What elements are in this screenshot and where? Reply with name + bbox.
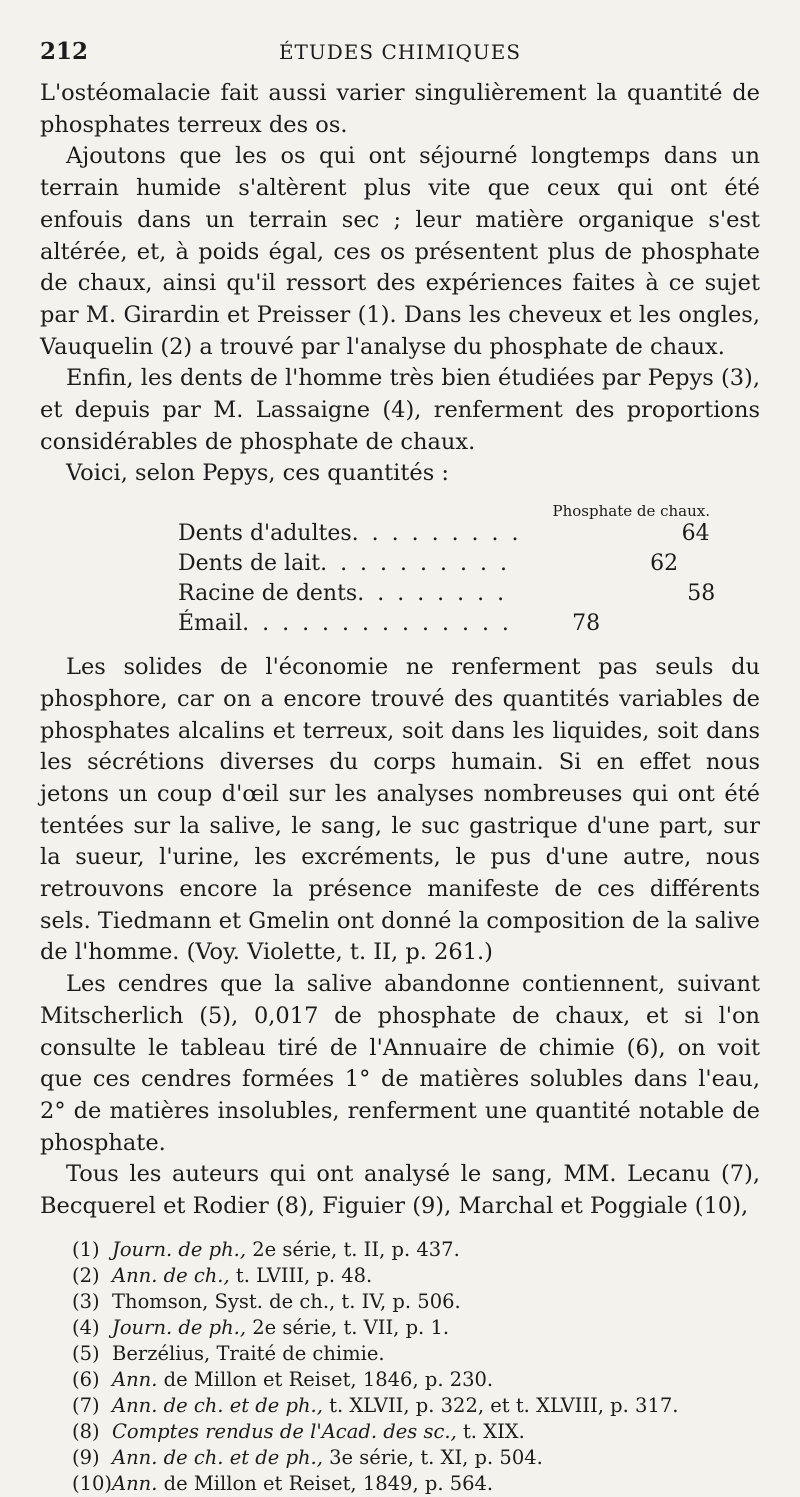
table-row: [40, 518, 760, 548]
row-label: Racine de dents: [178, 581, 358, 607]
footnote-source: Journ. de ph.,: [112, 1237, 247, 1261]
footnote: [72, 1471, 760, 1497]
footnote-source: Ann.: [112, 1367, 158, 1391]
footnote-source: Ann.: [112, 1471, 158, 1495]
footnote-source: Ann. de ch.,: [112, 1263, 230, 1287]
row-label: Dents d'adultes: [178, 521, 352, 547]
footnote-text: t. LVIII, p. 48.: [229, 1263, 373, 1287]
footnotes: [40, 1237, 760, 1497]
row-label: Dents de lait: [178, 551, 321, 577]
footnote-text: 3e série, t. XI, p. 504.: [322, 1445, 543, 1469]
footnote-number: (7): [72, 1393, 100, 1417]
footnote-text: t. XIX.: [456, 1419, 525, 1443]
paragraph: Enfin, les dents de l'homme très bien étudiées par Pepys (3), et depuis par M. Lassaigne (4), renferment des proportions considérables de phosphate de chaux.: [40, 365, 760, 455]
body-text: [40, 78, 760, 1223]
footnote-text: de Millon et Reiset, 1846, p. 230.: [157, 1367, 494, 1391]
footnote-number: (2): [72, 1263, 100, 1287]
footnote-text: t. XLVII, p. 322, et t. XLVIII, p. 317.: [322, 1393, 679, 1417]
footnote-source: Journ. de ph.,: [112, 1315, 247, 1339]
footnote-number: (9): [72, 1445, 100, 1469]
row-value: 64: [681, 521, 710, 547]
table-row: [40, 608, 760, 638]
footnote-text: de Millon et Reiset, 1849, p. 564.: [157, 1471, 494, 1495]
paragraph: Les solides de l'économie ne renferment pas seuls du phosphore, car on a encore trouvé des quantités variables de phosphates alcalins et terreux, soit dans les liquides, soit dans les sécrétions diverses du corps humain. Si en effet nous jetons un coup d'œil sur les analyses nombreuses qui ont été tentées sur la salive, le sang, le suc gastrique d'une part, sur la sueur, l'urine, les excréments, le pus d'une autre, nous retrouvons encore la présence manifeste de ces différents sels. Tiedmann et Gmelin ont donné la composition de la salive de l'homme. (Voy. Violette, t. II, p. 261.): [40, 654, 760, 966]
paragraph: Voici, selon Pepys, ces quantités :: [66, 460, 449, 487]
footnote-source: Ann. de ch. et de ph.,: [112, 1445, 323, 1469]
row-value: 58: [687, 581, 716, 607]
footnote: [72, 1367, 760, 1393]
footnote-number: (5): [72, 1341, 100, 1365]
row-label: Émail: [178, 611, 243, 637]
footnote: [72, 1289, 760, 1315]
footnote: [72, 1341, 760, 1367]
footnote: [72, 1393, 760, 1419]
row-value: 62: [650, 551, 679, 577]
row-leader-dots: . . . . . . . .: [357, 581, 508, 607]
footnote-number: (3): [72, 1289, 100, 1313]
footnote: [72, 1237, 760, 1263]
page-number: 212: [40, 38, 89, 65]
row-leader-dots: . . . . . . . . . . . . . .: [242, 611, 512, 637]
footnote-text: Thomson, Syst. de ch., t. IV, p. 506.: [112, 1289, 461, 1313]
footnote: [72, 1315, 760, 1341]
footnote: [72, 1263, 760, 1289]
footnote-number: (8): [72, 1419, 100, 1443]
paragraph: L'ostéomalacie fait aussi varier singulièrement la quantité de phosphates terreux des os.: [40, 80, 760, 138]
footnote-text: Berzélius, Traité de chimie.: [112, 1341, 385, 1365]
footnote-number: (4): [72, 1315, 100, 1339]
page-header: [40, 38, 760, 78]
row-leader-dots: . . . . . . . . .: [351, 521, 522, 547]
footnote-number: (1): [72, 1237, 100, 1261]
footnote-text: 2e série, t. VII, p. 1.: [246, 1315, 450, 1339]
footnote-number: (10): [72, 1471, 113, 1495]
paragraph: Tous les auteurs qui ont analysé le sang, MM. Lecanu (7), Becquerel et Rodier (8), Figuier (9), Marchal et Poggiale (10),: [40, 1161, 760, 1220]
phosphate-table: [40, 496, 760, 638]
table-row: [40, 548, 760, 578]
paragraph: Les cendres que la salive abandonne contiennent, suivant Mitscherlich (5), 0,017 de phosphate de chaux, et si l'on consulte le tableau tiré de l'Annuaire de chimie (6), on voit que ces cendres formées 1° de matières solubles dans l'eau, 2° de matières insolubles, renferment une quantité notable de phosphate.: [40, 971, 760, 1156]
table-row: [40, 578, 760, 608]
running-title: ÉTUDES CHIMIQUES: [278, 40, 522, 64]
table-column-header: Phosphate de chaux.: [552, 502, 710, 521]
footnote-source: Comptes rendus de l'Acad. des sc.,: [112, 1419, 457, 1443]
row-value: 78: [572, 611, 601, 637]
footnote: [72, 1419, 760, 1445]
footnote-number: (6): [72, 1367, 100, 1391]
footnote: [72, 1445, 760, 1471]
footnote-text: 2e série, t. II, p. 437.: [246, 1237, 460, 1261]
row-leader-dots: . . . . . . . . . .: [320, 551, 510, 577]
paragraph: Ajoutons que les os qui ont séjourné longtemps dans un terrain humide s'altèrent plus vite que ceux qui ont été enfouis dans un terrain sec ; leur matière organique s'est altérée, et, à poids égal, ces os présentent plus de phosphate de chaux, ainsi qu'il ressort des expériences faites à ce sujet par M. Girardin et Preisser (1). Dans les cheveux et les ongles, Vauquelin (2) a trouvé par l'analyse du phosphate de chaux.: [40, 143, 760, 360]
footnote-source: Ann. de ch. et de ph.,: [112, 1393, 323, 1417]
